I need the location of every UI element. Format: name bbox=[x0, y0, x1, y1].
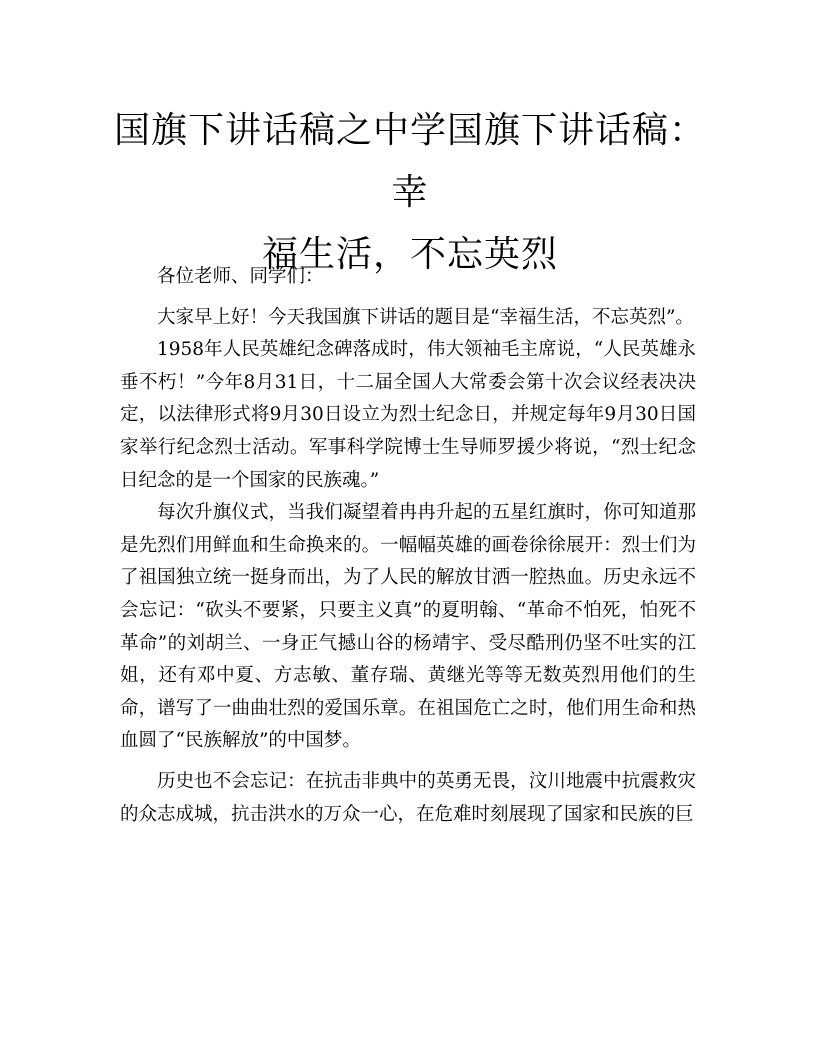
title-line-1: 国旗下讲话稿之中学国旗下讲话稿：幸 bbox=[113, 110, 706, 213]
paragraph-1: 大家早上好！今天我国旗下讲话的题目是“幸福生活，不忘英烈”。 bbox=[157, 306, 694, 328]
paragraph-4: 历史也不会忘记：在抗击非典中的英勇无畏，汶川地震中抗震救灾的众志成城，抗击洪水的万众一心，在危难时刻展现了国家和民族的巨 bbox=[120, 770, 696, 825]
document-title bbox=[110, 100, 710, 286]
greeting-paragraph: 各位老师、同学们： bbox=[157, 266, 324, 287]
document-body bbox=[120, 261, 696, 831]
paragraph-3: 每次升旗仪式，当我们凝望着冉冉升起的五星红旗时，你可知道那是先烈们用鲜血和生命换来的。一幅幅英雄的画卷徐徐展开：烈士们为了祖国独立统一挺身而出，为了人民的解放甘洒一腔热血。历史永远不会忘记：“砍头不要紧，只要主义真”的夏明翰、“革命不怕死，怕死不革命”的刘胡兰、一身正气撼山谷的杨靖宇、受尽酷刑仍坚不吐实的江姐，还有邓中夏、方志敏、董存瑞、黄继光等等无数英烈用他们的生命，谱写了一曲曲壮烈的爱国乐章。在祖国危亡之时，他们用生命和热血圆了“民族解放”的中国梦。 bbox=[120, 502, 696, 752]
paragraph-2: 1958年人民英雄纪念碑落成时，伟大领袖毛主席说，“人民英雄永垂不朽！”今年8月31日，十二届全国人大常委会第十次会议经表决决定，以法律形式将9月30日设立为烈士纪念日，并规定每年9月30日国家举行纪念烈士活动。军事科学院博士生导师罗援少将说，“烈士纪念日纪念的是一个国家的民族魂。” bbox=[120, 339, 696, 491]
title-line-2: 福生活，不忘英烈 bbox=[261, 234, 558, 275]
